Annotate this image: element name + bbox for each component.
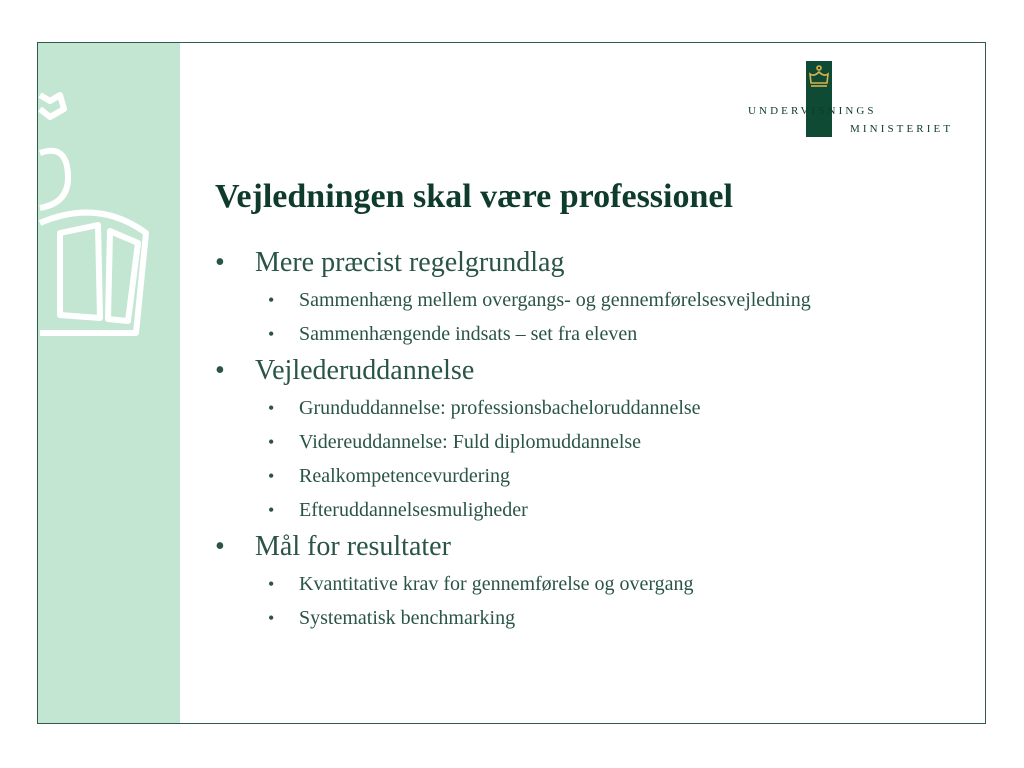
list-item-text: Efteruddannelsesmuligheder [299,499,528,521]
logo-text-line1: UNDERVISNINGS [748,105,877,117]
logo-mark [806,61,832,137]
list-item [215,425,975,459]
list-item [215,459,975,493]
logo-text-line2: MINISTERIET [850,123,954,135]
list-item-text: Sammenhængende indsats – set fra eleven [299,323,638,345]
crown-icon [808,65,830,89]
section-heading [215,351,975,391]
list-item [215,317,975,351]
ministry-logo [748,61,978,171]
list-item-text: Systematisk benchmarking [299,607,516,629]
list-item-text: Kvantitative krav for gennemførelse og overgang [299,573,694,595]
bullet: • [268,398,275,418]
bullet: • [268,324,275,344]
sidebar-panel [38,43,180,723]
section-heading-text: Vejlederuddannelse [255,355,475,386]
section-heading [215,243,975,283]
bullet: • [268,574,275,594]
bullet: • [268,432,275,452]
section-heading [215,527,975,567]
list-item [215,493,975,527]
bullet: • [268,466,275,486]
crown-watermark-icon [38,83,180,343]
bullet: • [268,608,275,628]
list-item-text: Sammenhæng mellem overgangs- og gennemførelsesvejledning [299,289,811,311]
list-item-text: Grunduddannelse: professionsbacheloruddannelse [299,397,701,419]
list-item [215,567,975,601]
bullet: • [215,531,225,562]
list-item-text: Videreuddannelse: Fuld diplomuddannelse [299,431,642,453]
list-item [215,601,975,635]
list-item [215,283,975,317]
bullet: • [215,355,225,386]
bullet: • [268,290,275,310]
slide [37,42,986,724]
list-item-text: Realkompetencevurdering [299,465,511,487]
bullet-list [215,243,975,635]
bullet: • [215,247,225,278]
section-heading-text: Mål for resultater [255,531,451,562]
section-heading-text: Mere præcist regelgrundlag [255,247,565,278]
slide-title: Vejledningen skal være professionel [215,178,733,215]
bullet: • [268,500,275,520]
list-item [215,391,975,425]
